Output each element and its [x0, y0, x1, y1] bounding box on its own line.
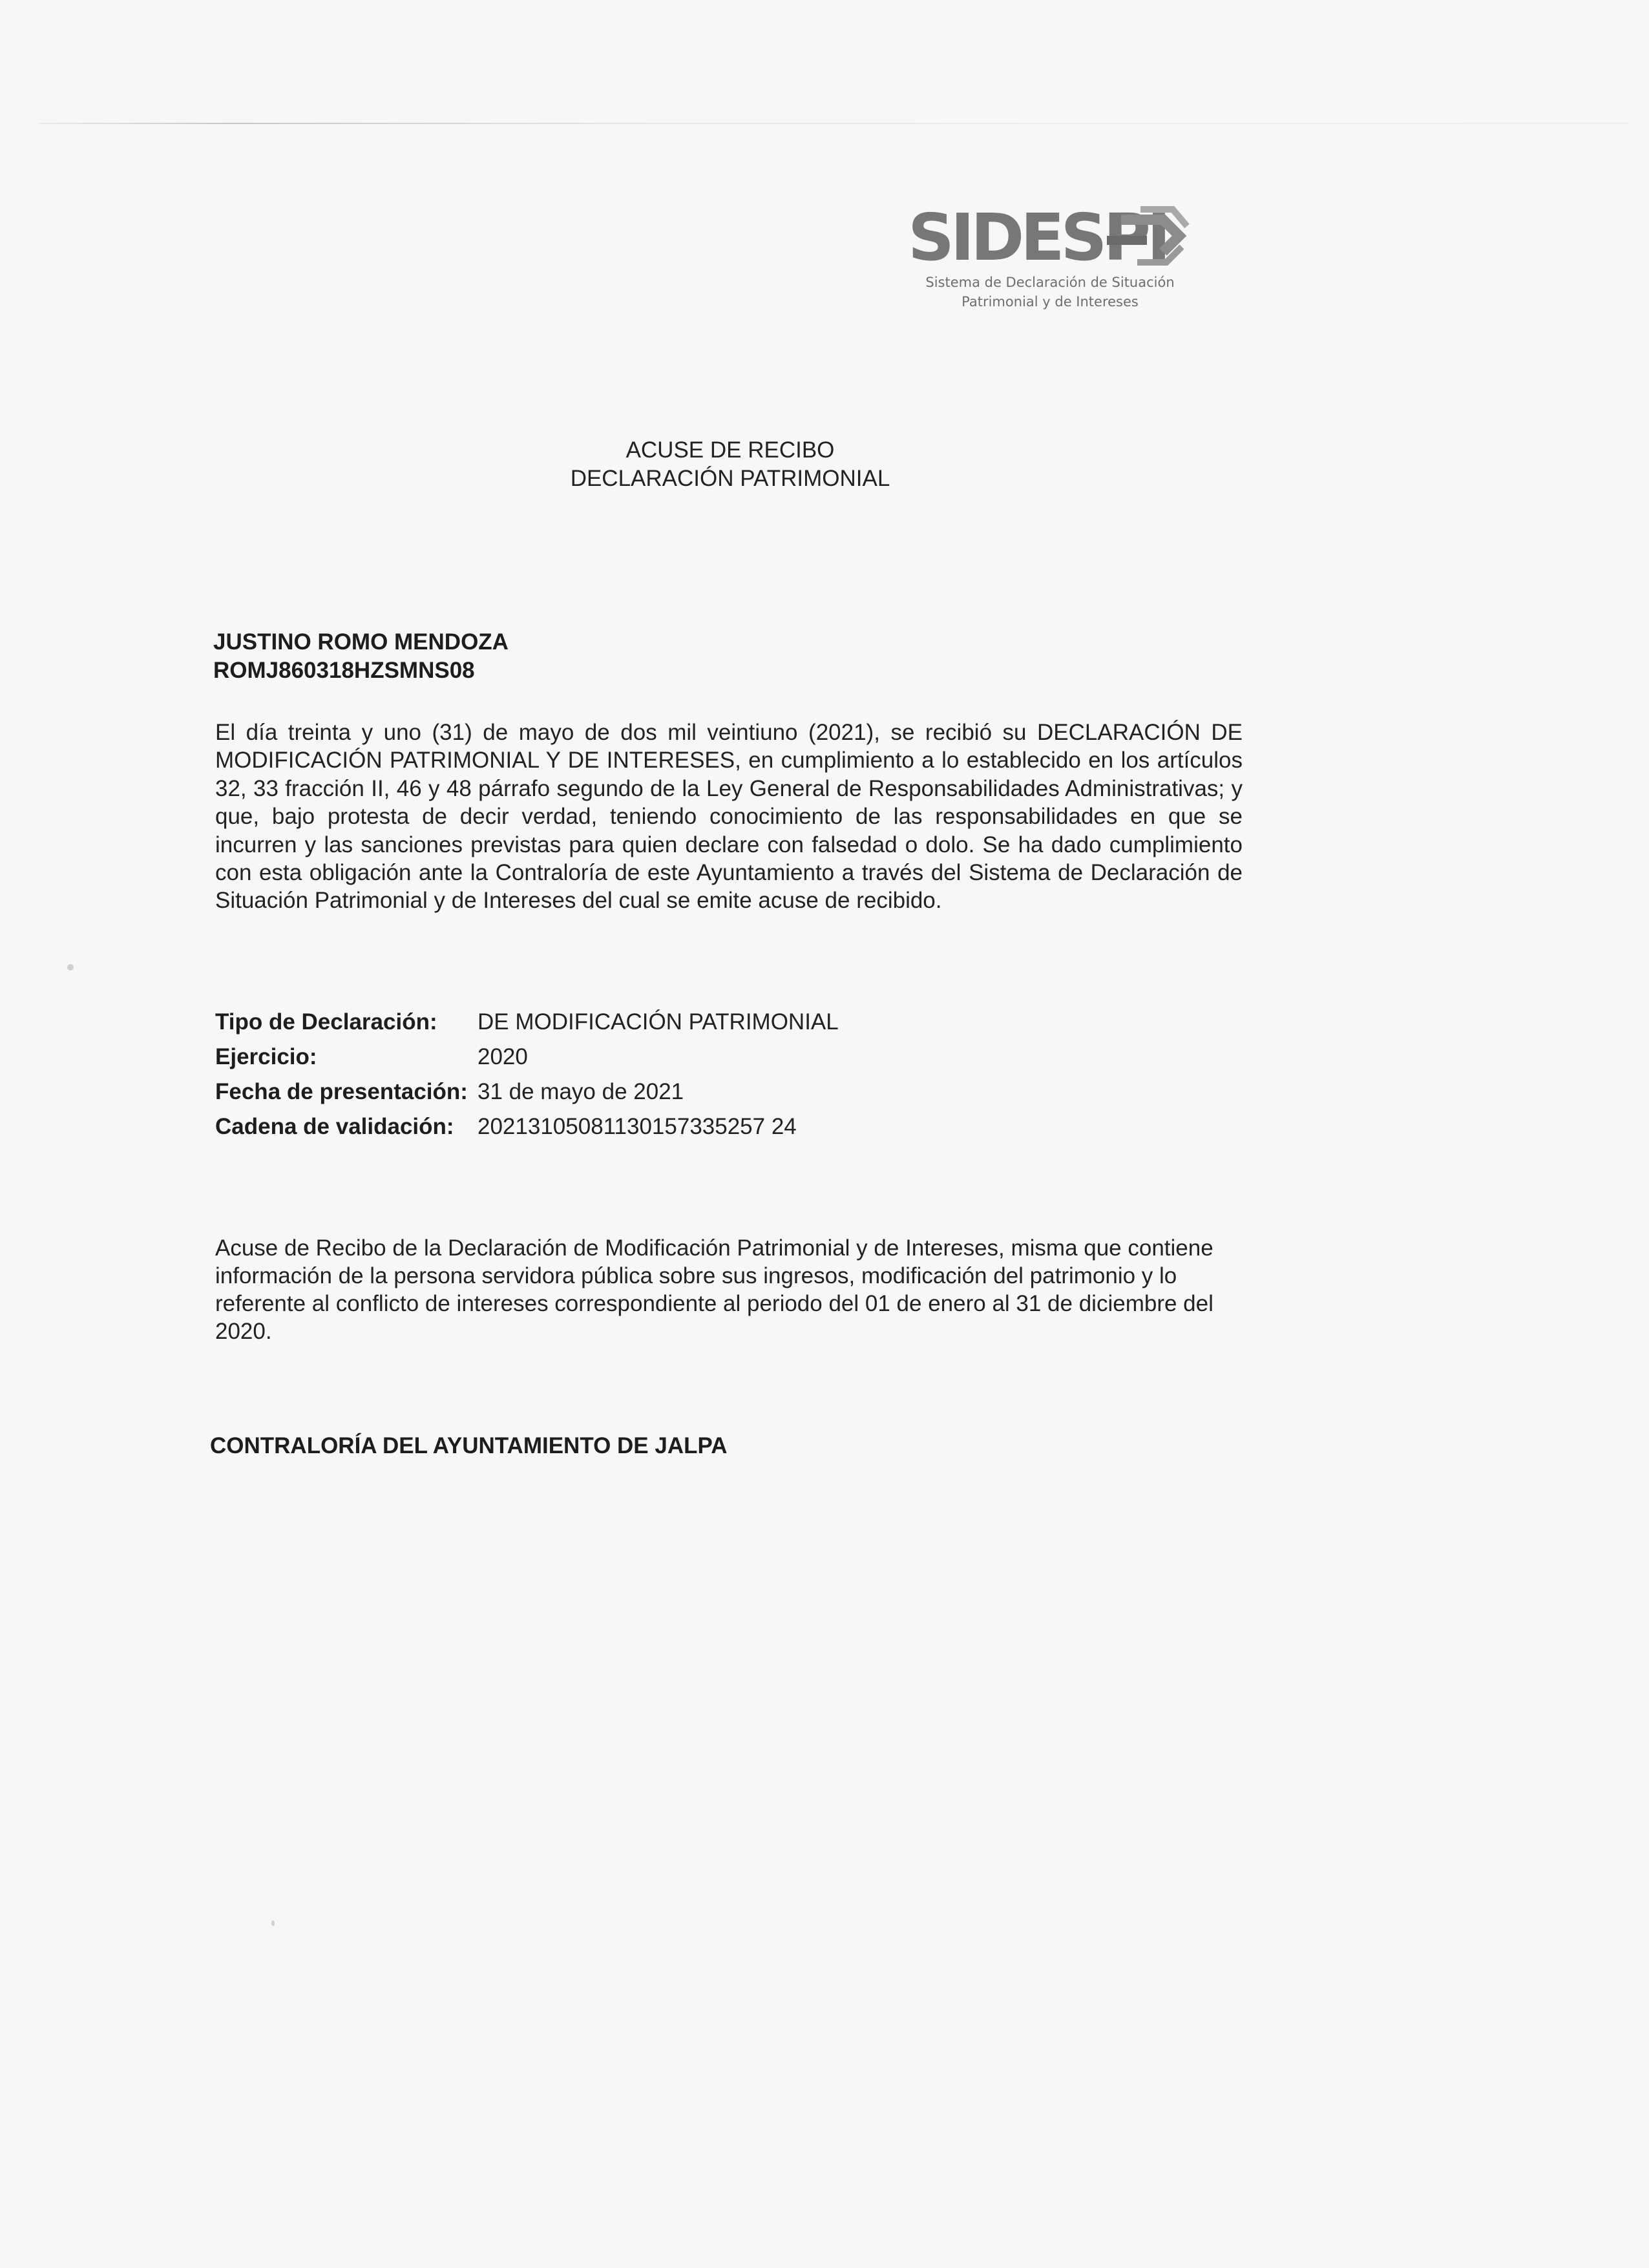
logo-subtitle-line-1: Sistema de Declaración de Situación: [925, 275, 1175, 290]
body-paragraph: El día treinta y uno (31) de mayo de dos mil veintiuno (2021), se recibió su DECLARACIÓN DE MODIFICACIÓN PATRIMONIAL Y DE INTERESES, en cumplimiento a lo establecido en los artículos 32, 33 fracción II, 46 y 48 párrafo segundo de la Ley General de Responsabilidades Administrativas; y que, bajo protesta de decir verdad, teniendo conocimiento de las responsabilidades en que se incurren y las sanciones previstas para quien declare con falsedad o dolo. Se ha dado cumplimiento con esta obligación ante la Contraloría de este Ayuntamiento a través del Sistema de Declaración de Situación Patrimonial y de Intereses del cual se emite acuse de recibido.: [215, 720, 1243, 914]
detail-label: Fecha de presentación:: [215, 1079, 468, 1104]
detail-value: 20213105081130157335257 24: [478, 1114, 797, 1139]
detail-label: Cadena de validación:: [215, 1114, 454, 1139]
detail-value: 2020: [478, 1044, 528, 1069]
declaration-details: [215, 1005, 839, 1144]
closing-paragraph: Acuse de Recibo de la Declaración de Modificación Patrimonial y de Intereses, misma que contiene información de la persona servidora pública sobre sus ingresos, modificación del patrimonio y lo referente al conflicto de intereses correspondiente al periodo del 01 de enero al 31 de diciembre del 2020.: [215, 1235, 1213, 1344]
logo-subtitle-line-2: Patrimonial y de Intereses: [961, 294, 1139, 310]
arrow-icon: [1102, 200, 1192, 278]
detail-value: 31 de mayo de 2021: [478, 1079, 684, 1104]
sidespi-logo: [908, 200, 1192, 317]
detail-row: [215, 1109, 839, 1144]
detail-row: [215, 1005, 839, 1040]
declarant-name: JUSTINO ROMO MENDOZA: [213, 629, 509, 655]
detail-value: DE MODIFICACIÓN PATRIMONIAL: [478, 1009, 839, 1034]
title-line-2: DECLARACIÓN PATRIMONIAL: [570, 466, 890, 491]
document-title: [0, 436, 1460, 493]
scan-speck: [67, 964, 74, 971]
declarant-id: ROMJ860318HZSMNS08: [213, 658, 475, 683]
detail-label: Tipo de Declaración:: [215, 1009, 437, 1034]
declarant-block: [213, 628, 509, 685]
logo-subtitle: [908, 273, 1192, 311]
detail-row: [215, 1075, 839, 1109]
signature-authority: CONTRALORÍA DEL AYUNTAMIENTO DE JALPA: [210, 1433, 728, 1458]
detail-label: Ejercicio:: [215, 1044, 317, 1069]
scan-speck: [271, 1920, 275, 1926]
detail-row: [215, 1040, 839, 1075]
logo-wordmark: SIDESPI: [908, 200, 1168, 275]
title-line-1: ACUSE DE RECIBO: [625, 437, 835, 463]
scan-edge-line: [39, 123, 1628, 124]
